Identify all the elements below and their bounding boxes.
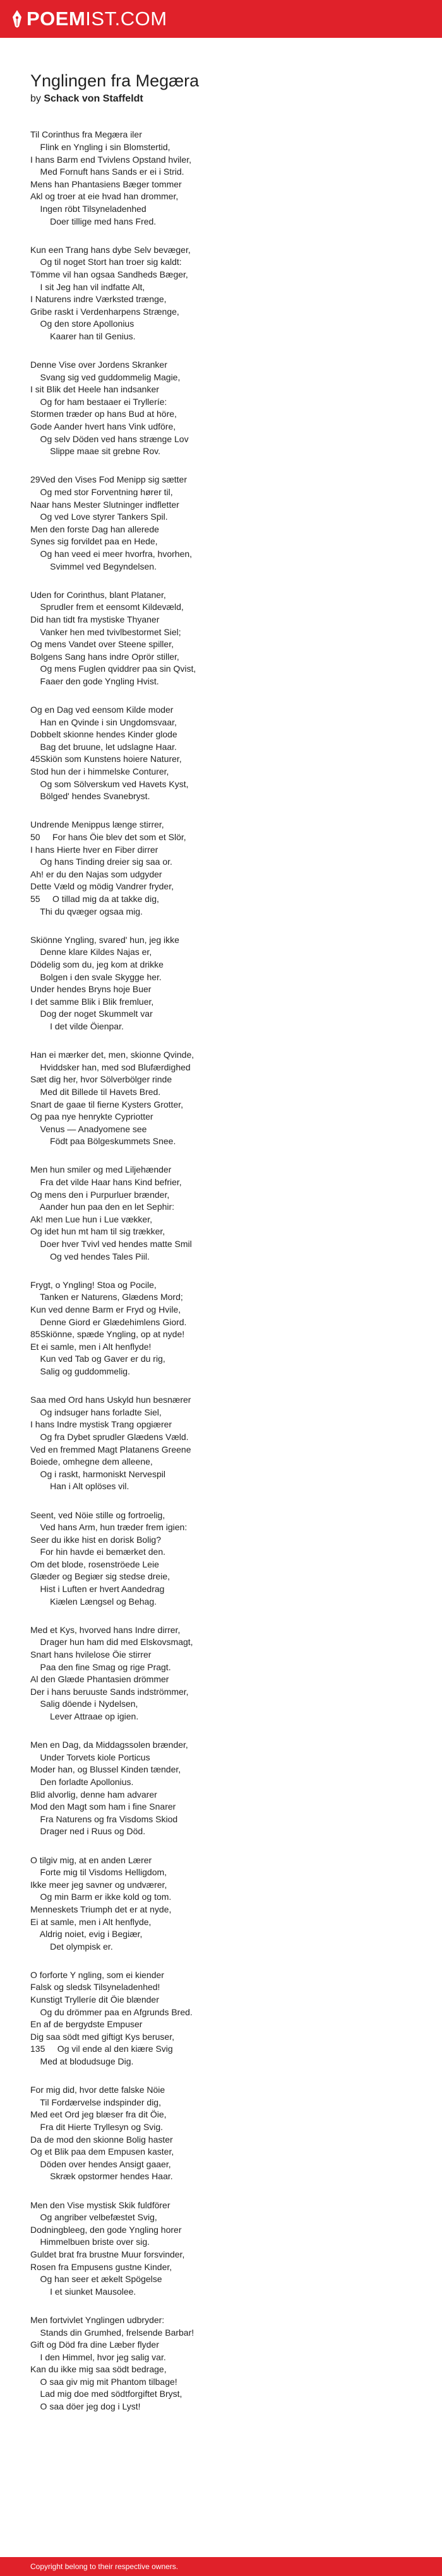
stanza — [30, 244, 422, 343]
poem-line: Vanker hen med tvivlbestormet Siel; — [30, 626, 181, 637]
poem-line: Saa med Ord hans Uskyld hun besnærer — [30, 1395, 191, 1405]
poem-line: Til Fordærvelse indspinder dig, — [30, 2097, 161, 2107]
stanza — [30, 474, 422, 573]
poem-line: Dobbelt skionne hendes Kinder glode — [30, 729, 177, 740]
poem-line: O saa giv mig mit Phantom tilbage! — [30, 2376, 177, 2387]
footer-bar — [0, 2557, 442, 2576]
poem-line: Denne Vise over Jordens Skranker — [30, 360, 167, 370]
poem-line: Og selv Döden ved hans strænge Lov — [30, 433, 189, 444]
poem-line: Og min Barm er ikke kold og tom. — [30, 1892, 172, 1902]
poem-line: Naar hans Mester Slutninger indfletter — [30, 499, 179, 510]
poem-line: Og indsuger hans forladte Siel, — [30, 1407, 162, 1417]
poem-line: For hin havde ei bemærket den. — [30, 1547, 165, 1557]
stanza — [30, 1279, 422, 1378]
poem-line: Kan du ikke mig saa södt bedrage, — [30, 2364, 167, 2375]
poem-line: Og hans Tinding dreier sig saa or. — [30, 857, 172, 867]
poem-line: Og et Blik paa dem Empusen kaster, — [30, 2146, 174, 2157]
poem-line: Men en Dag, da Middagssolen brænder, — [30, 1740, 188, 1750]
poem-line: 135 Og vil ende al den kiære Svig — [30, 2044, 173, 2054]
poem-line: Uden for Corinthus, blant Plataner, — [30, 589, 166, 600]
poem-line: Synes sig forvildet paa en Hede, — [30, 536, 158, 547]
poem-line: Lever Attraae op igien. — [30, 1711, 139, 1722]
stanza — [30, 2084, 422, 2183]
poem-line: Bölged' hendes Svanebryst. — [30, 791, 150, 802]
poem-line: Og som Sölverskum ved Havets Kyst, — [30, 778, 189, 789]
poem-line: Kun ved denne Barm er Fryd og Hvile, — [30, 1304, 181, 1315]
poem-line: Ved en fremmed Magt Platanens Greene — [30, 1444, 191, 1455]
by-label: by — [30, 93, 41, 105]
poem-line: 85Skiönne, spæde Yngling, op at nyde! — [30, 1329, 185, 1340]
poem-line: Skræk opstormer hendes Haar. — [30, 2171, 173, 2182]
poem-line: Og til noget Stort han troer sig kaldt: — [30, 257, 182, 267]
poem-line: Og mens Vandet over Steene spiller, — [30, 639, 174, 650]
poem-line: O saa döer jeg dog i Lyst! — [30, 2401, 141, 2412]
poem-line: Doer hver Tvivl ved hendes matte Smil — [30, 1239, 192, 1250]
poem-line: Seer du ikke hist en dorisk Bolig? — [30, 1534, 161, 1545]
poem-line: Og i raskt, harmoniskt Nervespil — [30, 1468, 165, 1479]
poem-line: Forte mig til Visdoms Helligdom, — [30, 1867, 167, 1878]
logo-wordmark — [27, 8, 167, 30]
stanza — [30, 934, 422, 1033]
poem-line: Fra Naturens og fra Visdoms Skiod — [30, 1813, 178, 1824]
poem-line: Om det blode, rosenströede Leie — [30, 1559, 159, 1569]
poem-line: Da de mod den skionne Bolig haster — [30, 2134, 173, 2145]
stanza — [30, 1509, 422, 1608]
poem-line: Flink en Yngling i sin Blomstertid, — [30, 141, 170, 152]
poem-line: Did han tidt fra mystiske Thyaner — [30, 614, 160, 624]
poem-line: Ikke meer jeg savner og undværer, — [30, 1879, 167, 1890]
poem-line: Men fortvivlet Ynglingen udbryder: — [30, 2314, 165, 2325]
poem-line: Dig saa södt med giftigt Kys beruser, — [30, 2031, 174, 2042]
poem-line: Fra det vilde Haar hans Kind befrier, — [30, 1177, 182, 1188]
poem-line: Denne Giord er Glædehimlens Giord. — [30, 1316, 187, 1327]
poem-line: Men den forste Dag han allerede — [30, 524, 159, 534]
poem-line: Det olympisk er. — [30, 1941, 113, 1952]
poem-line: Tanken er Naturens, Glædens Mord; — [30, 1292, 183, 1303]
poem-line: Salig döende i Nydelsen, — [30, 1699, 138, 1709]
poem-line: I Naturens indre Værksted trænge, — [30, 294, 167, 305]
poem-line: Denne klare Kildes Najas er, — [30, 947, 152, 957]
poem-line: Aldrig noiet, evig i Begiær, — [30, 1929, 143, 1940]
poem-line: Fra dit Hierte Tryllesyn og Svig. — [30, 2122, 164, 2133]
poem-line: Dödelig som du, jeg kom at drikke — [30, 959, 164, 969]
poem-line: Mens han Phantasiens Bæger tommer — [30, 179, 182, 189]
poem-line: Thi du qvæger ogsaa mig. — [30, 906, 143, 916]
poem-body — [30, 129, 422, 2413]
author-link[interactable]: Schack von Staffeldt — [44, 93, 143, 105]
poem-line: Drager hun ham did med Elskovsmagt, — [30, 1637, 193, 1648]
poem-line: Og mens Fuglen qviddrer paa sin Qvist, — [30, 664, 196, 674]
poem-line: Al den Glæde Phantasien drömmer — [30, 1674, 169, 1685]
poem-line: Og mens den i Purpurluer brænder, — [30, 1189, 170, 1200]
poem-line: I sit Blik det Heele han indsanker — [30, 384, 159, 395]
poem-line: Sæt dig her, hvor Sölverbölger rinde — [30, 1074, 172, 1085]
poem-line: Glæder og Begiær sig stedse dreie, — [30, 1571, 170, 1582]
stanza — [30, 2199, 422, 2298]
poem-line: Himmelbuen briste over sig. — [30, 2237, 150, 2247]
poem-line: 55 O tillad mig da at takke dig, — [30, 894, 159, 905]
poem-line: Skiönne Yngling, svared' hun, jeg ikke — [30, 934, 179, 945]
top-bar — [0, 0, 442, 38]
stanza — [30, 1049, 422, 1148]
poem-line: Slippe maae sit grebne Rov. — [30, 446, 160, 457]
logo-bold-text: POEM — [27, 8, 86, 30]
poem-line: Dog der noget Skummelt var — [30, 1009, 153, 1019]
poem-line: Kun ved Tab og Gaver er du rig, — [30, 1354, 165, 1364]
poem-line: Med et Kys, hvorved hans Indre dirrer, — [30, 1624, 181, 1635]
poem-line: Dette Væld og mödig Vandrer fryder, — [30, 881, 174, 892]
poem-line: Boiede, omhegne dem alleene, — [30, 1456, 153, 1467]
poem-line: En af de bergydste Empuser — [30, 2019, 143, 2030]
poem-line: Han en Qvinde i sin Ungdomsvaar, — [30, 717, 177, 727]
stanza — [30, 1969, 422, 2068]
poem-line: Ingen röbt Tilsyneladenhed — [30, 203, 146, 214]
poem-line: Kunstigt Trylleríe dit Öie blænder — [30, 1994, 159, 2005]
poem-line: Gribe raskt i Verdenharpens Strænge, — [30, 306, 179, 317]
poem-line: Og for ham bestaaer ei Trylleríe: — [30, 396, 167, 407]
poem-line: Dodningbleeg, den gode Yngling horer — [30, 2224, 182, 2235]
poem-line: Rosen fra Empusens gustne Kinder, — [30, 2261, 172, 2272]
poem-line: I det vilde Öienpar. — [30, 1021, 124, 1031]
poem-line: Kiælen Længsel og Behag. — [30, 1596, 157, 1607]
poem-line: Menneskets Triumph det er at nyde, — [30, 1904, 172, 1914]
stanza — [30, 2314, 422, 2413]
poem-line: O forforte Y ngling, som ei kiender — [30, 1969, 164, 1980]
stanza — [30, 819, 422, 918]
poem-line: Blid alvorlig, denne ham advarer — [30, 1789, 157, 1800]
poem-line: Og en Dag ved eensom Kilde moder — [30, 705, 174, 715]
poem-line: Og du drömmer paa en Afgrunds Bred. — [30, 2006, 193, 2017]
poem-line: Bag det bruune, let udslagne Haar. — [30, 741, 177, 752]
byline — [30, 93, 422, 105]
stanza — [30, 1624, 422, 1723]
poem-line: For mig did, hvor dette falske Nöie — [30, 2085, 165, 2095]
poem-line: Hviddsker han, med sod Blufærdighed — [30, 1062, 191, 1072]
poem-line: 45Skiön som Kunstens hoiere Naturer, — [30, 754, 182, 764]
stanza — [30, 1739, 422, 1838]
poem-line: Doer tillige med hans Fred. — [30, 216, 157, 226]
poem-line: I et siunket Mausolee. — [30, 2286, 136, 2297]
poem-line: Og ved hendes Tales Piil. — [30, 1251, 150, 1262]
poem-line: Med Fornuft hans Sands er ei i Strid. — [30, 167, 184, 177]
poem-line: I det samme Blik i Blik fremluer, — [30, 996, 154, 1007]
poem-line: Ah! er du den Najas som udgyder — [30, 869, 162, 879]
poem-line: Og den store Apollonius — [30, 319, 134, 329]
poem-line: I den Himmel, hvor jeg salig var. — [30, 2351, 166, 2362]
poem-line: Guldet brat fra brustne Muur forsvinder, — [30, 2249, 185, 2259]
poem-line: Og angriber velbefæstet Svig, — [30, 2212, 157, 2223]
poem-line: Og idet hun mt ham til sig trækker, — [30, 1226, 165, 1237]
poem-line: Tömme vil han ogsaa Sandheds Bæger, — [30, 269, 188, 279]
poem-line: Til Corinthus fra Megæra iler — [30, 129, 142, 140]
poem-line: Han ei mærker det, men, skionne Qvinde, — [30, 1050, 194, 1060]
poem-line: Og paa nye henrykte Cypriotter — [30, 1111, 153, 1122]
poem-line: Seent, ved Nöie stille og fortroelig, — [30, 1509, 165, 1520]
stanza — [30, 1164, 422, 1263]
poem-line: Lad mig doe med södtforgiftet Bryst, — [30, 2389, 182, 2399]
poem-line: Frygt, o Yngling! Stoa og Pocile, — [30, 1279, 157, 1290]
poem-line: O tilgiv mig, at en anden Lærer — [30, 1854, 152, 1865]
poem-line: Döden over hendes Ansigt gaaer, — [30, 2158, 171, 2169]
poem-line: Salig og guddommelig. — [30, 1366, 130, 1376]
poem-line: Og ved Love styrer Tankers Spil. — [30, 512, 168, 522]
footer-copyright: Copyright belong to their respective owners. — [30, 2562, 179, 2571]
poem-line: Et ei samle, men i Alt henflyde! — [30, 1341, 152, 1352]
stanza — [30, 129, 422, 228]
poem-line: Med at blodudsuge Dig. — [30, 2056, 134, 2067]
poem-line: Stands din Grumhed, frelsende Barbar! — [30, 2327, 194, 2338]
poem-line: Undrende Menippus længe stirrer, — [30, 819, 164, 830]
poem-line: Den forladte Apollonius. — [30, 1776, 134, 1787]
stanza — [30, 1854, 422, 1953]
poem-line: Falsk og sledsk Tilsyneladenhed! — [30, 1982, 160, 1993]
poem-line: Gode Aander hvert hans Vink udföre, — [30, 421, 176, 432]
poem-line: Kun een Trang hans dybe Selv bevæger, — [30, 244, 191, 255]
poem-line: Drager ned i Ruus og Död. — [30, 1826, 146, 1837]
poem-line: Moder han, og Blussel Kinden tænder, — [30, 1764, 181, 1775]
stanza — [30, 359, 422, 458]
poem-line: I hans Hierte hver en Fiber dirrer — [30, 844, 158, 855]
poem-line: Ei at samle, men i Alt henflyde, — [30, 1916, 152, 1927]
poem-line: Stormen træder op hans Bud at höre, — [30, 409, 177, 419]
poem-line: Snart de gaae til fierne Kysters Grotter, — [30, 1099, 184, 1109]
poem-line: Med eet Ord jeg blæser fra dit Öie, — [30, 2109, 167, 2120]
poem-line: Og fra Dybet sprudler Glædens Væld. — [30, 1431, 189, 1442]
stanza — [30, 589, 422, 688]
poem-line: Bolgen i den svale Skygge her. — [30, 971, 162, 982]
stanza — [30, 1394, 422, 1493]
poem-line: Aander hun paa den en let Sephir: — [30, 1202, 175, 1212]
poem-line: Men hun smiler og med Liljehænder — [30, 1164, 172, 1175]
poem-line: Hist i Luften er hvert Aandedrag — [30, 1584, 165, 1595]
poem-line: Svimmel ved Begyndelsen. — [30, 561, 157, 571]
poem-line: Gift og Död fra dine Læber flyder — [30, 2339, 159, 2350]
poem-line: Og han veed ei meer hvorfra, hvorhen, — [30, 548, 193, 559]
poem-line: Ak! men Lue hun i Lue vækker, — [30, 1214, 152, 1224]
site-logo[interactable] — [11, 8, 167, 30]
stanza — [30, 704, 422, 803]
poem-line: Men den Vise mystisk Skik fuldförer — [30, 2199, 170, 2210]
logo-light-text: IST.COM — [85, 8, 167, 30]
poem-container — [30, 71, 422, 2429]
poem-line: Snart hans hvilelose Öie stirrer — [30, 1649, 152, 1660]
poem-line: Ved hans Arm, hun træder frem igien: — [30, 1522, 188, 1533]
pen-nib-icon — [11, 9, 23, 28]
poem-line: 29Ved den Vises Fod Menipp sig sætter — [30, 474, 188, 485]
poem-line: I hans Barm end Tvivlens Opstand hviler, — [30, 154, 191, 165]
poem-line: Han i Alt oplöses vil. — [30, 1481, 129, 1492]
poem-line: Og han seer et ækelt Spögelse — [30, 2274, 162, 2285]
poem-line: 50 For hans Öie blev det som et Slör, — [30, 832, 186, 843]
poem-line: Og med stor Forventning hører til, — [30, 487, 173, 498]
poem-line: Akl og troer at eie hvad han drommer, — [30, 191, 179, 202]
poem-line: I hans Indre mystisk Trang opgiærer — [30, 1419, 172, 1430]
poem-line: Paa den fine Smag og rige Pragt. — [30, 1661, 171, 1672]
poem-line: Faaer den gode Yngling Hvist. — [30, 676, 159, 686]
poem-line: Kaarer han til Genius. — [30, 331, 136, 341]
poem-line: Stod hun der i himmelske Conturer, — [30, 766, 169, 777]
poem-line: Under Torvets kiole Porticus — [30, 1752, 150, 1762]
poem-line: Venus — Anadyomene see — [30, 1123, 147, 1134]
poem-line: Der i hans beruuste Sands indströmmer, — [30, 1686, 189, 1697]
poem-line: Under hendes Bryns hoje Buer — [30, 984, 152, 995]
poem-line: Svang sig ved guddommelig Magie, — [30, 372, 181, 382]
poem-line: Med dit Billede til Havets Bred. — [30, 1086, 161, 1097]
poem-line: Födt paa Bölgeskummets Snee. — [30, 1136, 176, 1147]
poem-line: I sit Jeg han vil indfatte Alt, — [30, 281, 145, 292]
poem-title: Ynglingen fra Megæra — [30, 71, 200, 90]
poem-line: Sprudler frem et eensomt Kildevæld, — [30, 602, 184, 612]
poem-line: Bolgens Sang hans indre Oprör stiller, — [30, 651, 179, 662]
poem-line: Mod den Magt som ham i fine Snarer — [30, 1801, 176, 1812]
